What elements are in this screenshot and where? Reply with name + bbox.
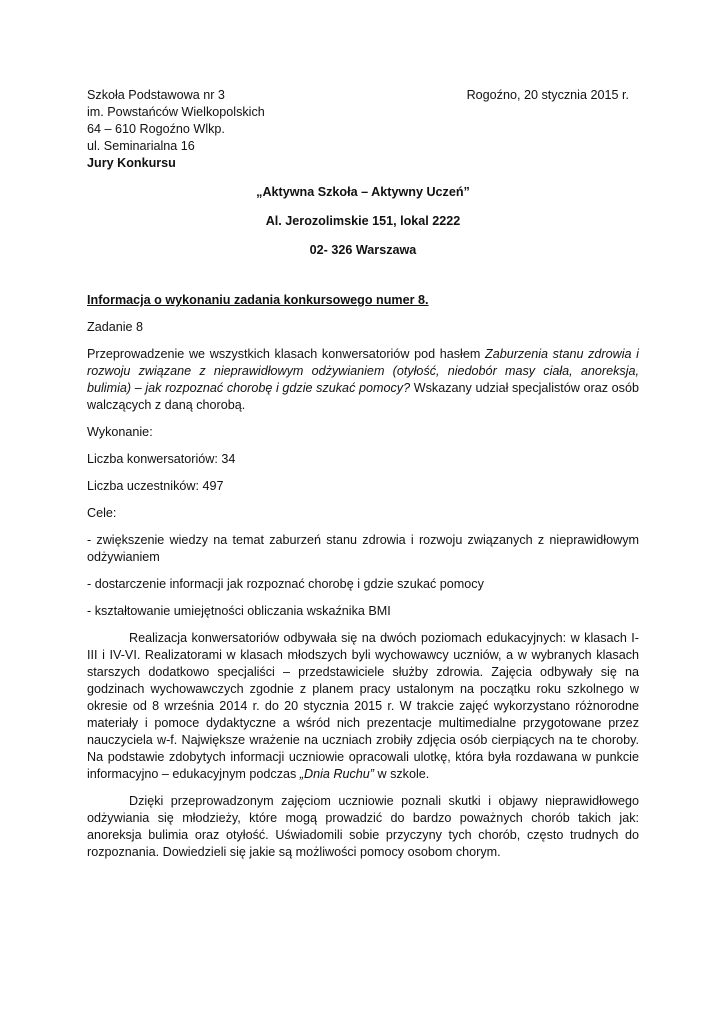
execution-label: Wykonanie: (87, 425, 153, 439)
recipient-city: 02- 326 Warszawa (309, 243, 417, 257)
task-description (87, 346, 639, 414)
body-paragraph-realization (87, 630, 639, 783)
goal-item: - zwiększenie wiedzy na temat zaburzeń stanu zdrowia i rozwoju związanych z nieprawidłowym odżywianiem (87, 533, 639, 564)
task-label: Zadanie 8 (87, 320, 144, 334)
goal-item: - kształtowanie umiejętności obliczania wskaźnika BMI (87, 604, 391, 618)
sender-address (87, 87, 265, 172)
letter-header (87, 87, 639, 172)
realization-text-end: w szkole. (374, 767, 430, 781)
realization-text: Realizacja konwersatoriów odbywała się na dwóch poziomach edukacyjnych: w klasach I-III i IV-VI. Realizatorami w klasach młodszych byli wychowawcy uczniów, a w wybranych klasach starszych dodatkowo specjaliści – przedstawiciele służby zdrowia. Zajęcia odbywały się na godzinach wychowawczych zgodnie z planem pracy ustalonym na początku roku szkolnego w okresie od 8 września 2014 r. do 20 stycznia 2015 r. W trakcie zajęć wykorzystano różnorodne materiały i pomoce dydaktyczne a wśród nich prezentacje multimedialne przygotowane przez nauczyciela w-f. Największe wrażenie na uczniach zrobiły zdjęcia osób cierpiących na te choroby. Na podstawie zdobytych informacji uczniowie opracowali ulotkę, która była rozdawana w punkcie informacyjno – edukacyjnym podczas (87, 631, 639, 781)
document-page (87, 87, 639, 861)
conversatories-count: Liczba konwersatoriów: 34 (87, 452, 236, 466)
goals-label: Cele: (87, 506, 117, 520)
goal-item: - dostarczenie informacji jak rozpoznać chorobę i gdzie szukać pomocy (87, 577, 484, 591)
sender-school-patron: im. Powstańców Wielkopolskich (87, 105, 265, 119)
task-text-start: Przeprowadzenie we wszystkich klasach konwersatoriów pod hasłem (87, 347, 485, 361)
sender-postal-city: 64 – 610 Rogoźno Wlkp. (87, 122, 225, 136)
subject-line: Informacja o wykonaniu zadania konkursowego numer 8. (87, 293, 429, 307)
sender-school-name: Szkoła Podstawowa nr 3 (87, 88, 225, 102)
recipient-block (87, 184, 639, 259)
event-name: „Dnia Ruchu” (299, 767, 374, 781)
recipient-street: Al. Jerozolimskie 151, lokal 2222 (265, 214, 461, 228)
task-topic: Zaburzenia stanu zdrowia i rozwoju związane z nieprawidłowym odżywianiem (otyłość, niedobór masy ciała, anoreksja, bulimia) – jak rozpoznać chorobę i gdzie szukać pomocy? (87, 347, 639, 395)
participants-count: Liczba uczestników: 497 (87, 479, 224, 493)
place-date: Rogoźno, 20 stycznia 2015 r. (466, 88, 629, 102)
task-text-end: Wskazany udział specjalistów oraz osób walczących z daną chorobą. (87, 381, 639, 412)
body-paragraph-results: Dzięki przeprowadzonym zajęciom uczniowie poznali skutki i objawy nieprawidłowego odżywiania się młodzieży, które mogą prowadzić do bardzo poważnych chorób takich jak: anoreksja bulimia oraz otyłość. Uświadomili sobie przyczyny tych chorób, często trudnych do rozpoznania. Dowiedzieli się jakie są możliwości pomocy osobom chorym. (87, 794, 639, 859)
sender-street: ul. Seminarialna 16 (87, 139, 195, 153)
recipient-name: „Aktywna Szkoła – Aktywny Uczeń” (256, 185, 470, 199)
addressee-jury: Jury Konkursu (87, 156, 176, 170)
